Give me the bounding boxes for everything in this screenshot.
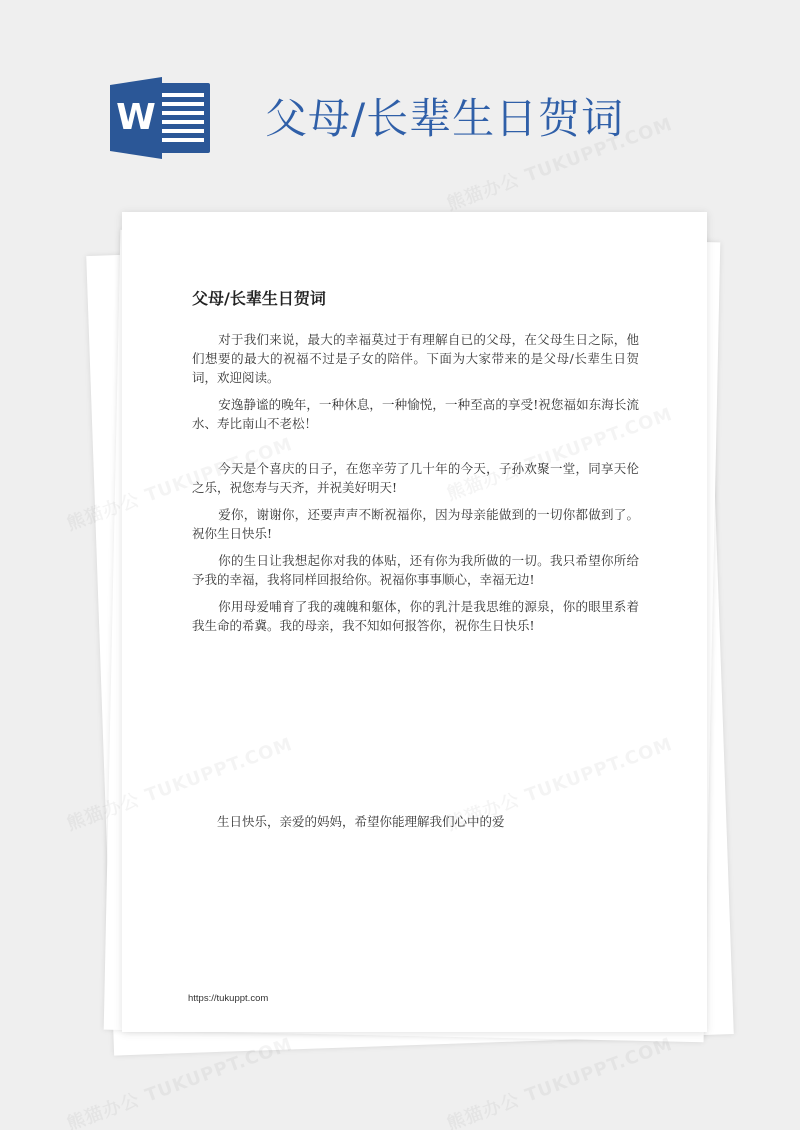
watermark xyxy=(443,1030,676,1130)
footer-url: https://tukuppt.com xyxy=(188,993,269,1004)
paragraph: 你用母爱哺育了我的魂魄和躯体，你的乳汁是我思维的源泉，你的眼里系着我生命的希冀。我的母亲，我不知如何报答你，祝你生日快乐! xyxy=(192,599,639,633)
paragraph: 安逸静谧的晚年，一种休息，一种愉悦，一种至高的享受!祝您福如东海长流水、寿比南山不老松！ xyxy=(192,397,639,431)
banner-title: 父母/长辈生日贺词 xyxy=(265,94,625,143)
paragraph: 爱你，谢谢你，还要声声不断祝福你，因为母亲能做到的一切你都做到了。祝你生日快乐! xyxy=(192,507,639,541)
word-icon-letter: W xyxy=(116,97,156,138)
closing-line: 生日快乐，亲爱的妈妈，希望你能理解我们心中的爱 xyxy=(217,814,505,829)
document-body xyxy=(192,330,639,643)
paragraph: 你的生日让我想起你对我的体贴，还有你为我所做的一切。我只希望你所给予我的幸福，我将同样回报给你。祝福你事事顺心，幸福无边! xyxy=(192,553,639,587)
word-icon-graphic xyxy=(110,77,210,159)
document-title: 父母/长辈生日贺词 xyxy=(192,289,326,308)
paragraph-intro: 对于我们来说，最大的幸福莫过于有理解自已的父母，在父母生日之际，他们想要的最大的祝福不过是子女的陪伴。下面为大家带来的是父母/长辈生日贺词，欢迎阅读。 xyxy=(192,332,639,385)
word-document-icon xyxy=(110,77,210,159)
paragraph: 今天是个喜庆的日子，在您辛劳了几十年的今天，子孙欢聚一堂，同享天伦之乐，祝您寿与天齐，并祝美好明天! xyxy=(192,461,639,495)
document-page xyxy=(122,212,707,1032)
